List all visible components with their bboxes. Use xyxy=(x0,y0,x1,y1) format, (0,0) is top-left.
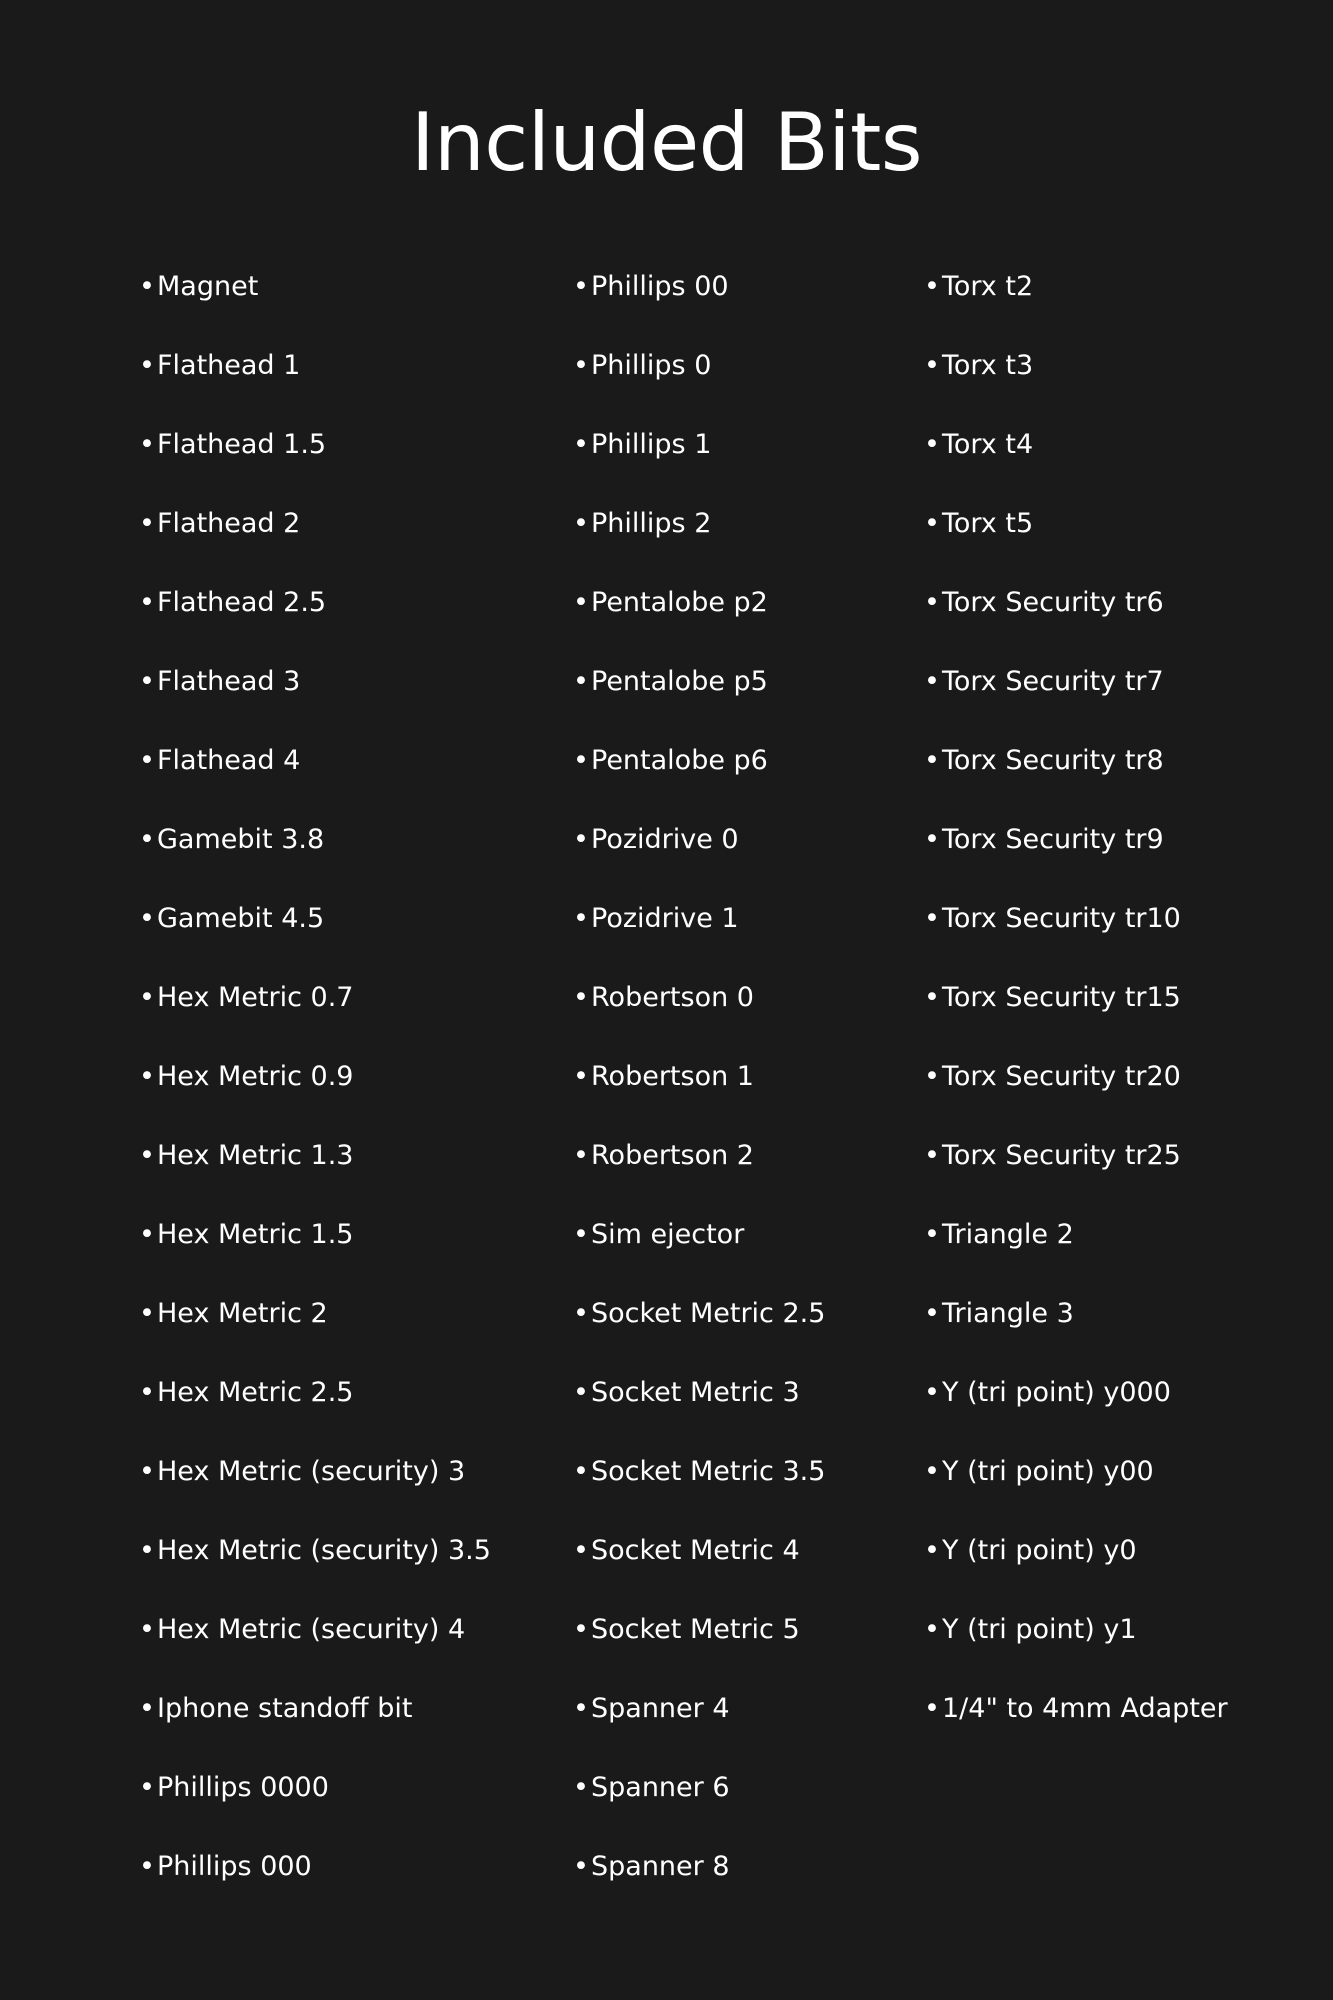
bit-list-item xyxy=(924,415,1324,494)
bit-list-item xyxy=(573,1521,913,1600)
bullet-icon: • xyxy=(139,1377,155,1408)
bit-list-item xyxy=(924,810,1324,889)
bullet-icon: • xyxy=(924,1535,940,1566)
bullet-icon: • xyxy=(139,1535,155,1566)
bit-list-item xyxy=(573,415,913,494)
bullet-icon: • xyxy=(924,903,940,934)
bullet-icon: • xyxy=(139,1219,155,1250)
bit-list-item xyxy=(139,1205,559,1284)
bit-name: Gamebit 3.8 xyxy=(157,824,325,855)
bullet-icon: • xyxy=(924,1614,940,1645)
bit-name: Flathead 4 xyxy=(157,745,301,776)
bit-name: Spanner 4 xyxy=(591,1693,730,1724)
bit-list-item xyxy=(139,336,559,415)
bit-name: Flathead 2.5 xyxy=(157,587,327,618)
bullet-icon: • xyxy=(573,903,589,934)
bit-name: Hex Metric (security) 3.5 xyxy=(157,1535,491,1566)
bullet-icon: • xyxy=(573,271,589,302)
bits-column-1 xyxy=(139,257,559,1916)
bullet-icon: • xyxy=(573,1140,589,1171)
bullet-icon: • xyxy=(573,1219,589,1250)
bit-name: Phillips 2 xyxy=(591,508,712,539)
bullet-icon: • xyxy=(924,824,940,855)
bit-name: Torx t5 xyxy=(942,508,1034,539)
bullet-icon: • xyxy=(573,1456,589,1487)
bit-list-item xyxy=(139,889,559,968)
bit-name: Socket Metric 5 xyxy=(591,1614,800,1645)
bullet-icon: • xyxy=(139,1456,155,1487)
bit-name: Torx Security tr15 xyxy=(942,982,1181,1013)
bit-list-item xyxy=(924,968,1324,1047)
bit-list-item xyxy=(924,652,1324,731)
bit-list-item xyxy=(924,1284,1324,1363)
bit-list-item xyxy=(139,415,559,494)
bit-list-item xyxy=(573,1205,913,1284)
bit-name: Flathead 1.5 xyxy=(157,429,327,460)
bit-name: Phillips 000 xyxy=(157,1851,312,1882)
bullet-icon: • xyxy=(139,1772,155,1803)
bit-list-item xyxy=(924,257,1324,336)
bit-name: Spanner 8 xyxy=(591,1851,730,1882)
bit-list-item xyxy=(139,652,559,731)
bullet-icon: • xyxy=(139,982,155,1013)
bit-name: Magnet xyxy=(157,271,259,302)
bit-list-item xyxy=(139,1600,559,1679)
bullet-icon: • xyxy=(573,587,589,618)
bullet-icon: • xyxy=(573,666,589,697)
bit-name: Torx Security tr10 xyxy=(942,903,1181,934)
bullet-icon: • xyxy=(573,1298,589,1329)
bullet-icon: • xyxy=(924,508,940,539)
bit-list-item xyxy=(139,1758,559,1837)
bit-list-item xyxy=(924,889,1324,968)
bullet-icon: • xyxy=(924,271,940,302)
bit-name: Phillips 0 xyxy=(591,350,712,381)
bit-name: Hex Metric (security) 4 xyxy=(157,1614,466,1645)
bit-list-item xyxy=(139,1363,559,1442)
bits-column-3 xyxy=(924,257,1324,1758)
bullet-icon: • xyxy=(573,824,589,855)
bit-name: Socket Metric 2.5 xyxy=(591,1298,826,1329)
bit-name: Socket Metric 3.5 xyxy=(591,1456,826,1487)
bullet-icon: • xyxy=(573,1614,589,1645)
bit-list-item xyxy=(573,810,913,889)
bit-list-item xyxy=(924,336,1324,415)
bit-name: Iphone standoff bit xyxy=(157,1693,413,1724)
bullet-icon: • xyxy=(924,1219,940,1250)
bullet-icon: • xyxy=(924,429,940,460)
bullet-icon: • xyxy=(139,587,155,618)
bit-name: Spanner 6 xyxy=(591,1772,730,1803)
bit-list-item xyxy=(573,1600,913,1679)
bullet-icon: • xyxy=(924,982,940,1013)
bit-list-item xyxy=(139,968,559,1047)
bit-list-item xyxy=(573,1442,913,1521)
bit-name: Hex Metric 2 xyxy=(157,1298,328,1329)
bit-name: Torx Security tr20 xyxy=(942,1061,1181,1092)
bit-name: Pozidrive 0 xyxy=(591,824,739,855)
bit-name: Torx Security tr9 xyxy=(942,824,1164,855)
bullet-icon: • xyxy=(139,1851,155,1882)
bit-list-item xyxy=(924,573,1324,652)
bit-name: Hex Metric (security) 3 xyxy=(157,1456,466,1487)
bullet-icon: • xyxy=(924,666,940,697)
bit-name: Hex Metric 1.5 xyxy=(157,1219,354,1250)
bullet-icon: • xyxy=(139,666,155,697)
bit-list-item xyxy=(924,1205,1324,1284)
bullet-icon: • xyxy=(573,429,589,460)
bit-name: Pentalobe p2 xyxy=(591,587,768,618)
bit-name: Y (tri point) y00 xyxy=(942,1456,1154,1487)
bit-name: Torx t2 xyxy=(942,271,1034,302)
bit-list-item xyxy=(924,1126,1324,1205)
bit-name: Hex Metric 2.5 xyxy=(157,1377,354,1408)
bit-list-item xyxy=(924,1679,1324,1758)
bit-list-item xyxy=(139,731,559,810)
bullet-icon: • xyxy=(139,1298,155,1329)
bit-name: Torx Security tr6 xyxy=(942,587,1164,618)
bit-name: Phillips 1 xyxy=(591,429,712,460)
bullet-icon: • xyxy=(924,1693,940,1724)
bit-name: Robertson 0 xyxy=(591,982,754,1013)
bit-list-item xyxy=(573,1126,913,1205)
bit-name: Torx Security tr25 xyxy=(942,1140,1181,1171)
bit-list-item xyxy=(573,1047,913,1126)
bullet-icon: • xyxy=(139,1061,155,1092)
bullet-icon: • xyxy=(573,1772,589,1803)
bullet-icon: • xyxy=(573,1851,589,1882)
bit-list-item xyxy=(924,1600,1324,1679)
bit-list-item xyxy=(573,573,913,652)
bit-name: Pentalobe p5 xyxy=(591,666,768,697)
bullet-icon: • xyxy=(139,1140,155,1171)
bullet-icon: • xyxy=(139,903,155,934)
bit-name: Socket Metric 4 xyxy=(591,1535,800,1566)
bit-name: Robertson 1 xyxy=(591,1061,754,1092)
bit-list-item xyxy=(573,1837,913,1916)
bit-name: Flathead 1 xyxy=(157,350,301,381)
bit-name: Hex Metric 0.9 xyxy=(157,1061,354,1092)
bit-name: Sim ejector xyxy=(591,1219,745,1250)
bullet-icon: • xyxy=(139,271,155,302)
bit-list-item xyxy=(573,889,913,968)
bit-list-item xyxy=(573,968,913,1047)
bit-name: Pozidrive 1 xyxy=(591,903,739,934)
bit-name: Socket Metric 3 xyxy=(591,1377,800,1408)
bit-list-item xyxy=(573,731,913,810)
bullet-icon: • xyxy=(139,508,155,539)
bullet-icon: • xyxy=(924,1377,940,1408)
bit-name: Hex Metric 1.3 xyxy=(157,1140,354,1171)
bit-list-item xyxy=(139,1284,559,1363)
bit-name: Phillips 00 xyxy=(591,271,729,302)
bullet-icon: • xyxy=(924,1140,940,1171)
bit-name: Pentalobe p6 xyxy=(591,745,768,776)
bullet-icon: • xyxy=(573,1061,589,1092)
bit-name: Flathead 3 xyxy=(157,666,301,697)
bit-list-item xyxy=(573,257,913,336)
bit-list-item xyxy=(924,1047,1324,1126)
bit-list-item xyxy=(924,494,1324,573)
bit-list-item xyxy=(139,1837,559,1916)
bullet-icon: • xyxy=(139,429,155,460)
bit-name: Torx t3 xyxy=(942,350,1034,381)
bit-name: Torx t4 xyxy=(942,429,1034,460)
bullet-icon: • xyxy=(924,350,940,381)
bullet-icon: • xyxy=(139,745,155,776)
bit-name: Y (tri point) y1 xyxy=(942,1614,1137,1645)
bit-list-item xyxy=(139,494,559,573)
bit-list-item xyxy=(573,494,913,573)
bullet-icon: • xyxy=(573,1535,589,1566)
bullet-icon: • xyxy=(139,1693,155,1724)
bit-name: Torx Security tr8 xyxy=(942,745,1164,776)
bullet-icon: • xyxy=(924,1298,940,1329)
bit-list-item xyxy=(573,1679,913,1758)
bit-name: Robertson 2 xyxy=(591,1140,754,1171)
bit-list-item xyxy=(139,1442,559,1521)
bullet-icon: • xyxy=(924,1061,940,1092)
bullet-icon: • xyxy=(139,824,155,855)
bullet-icon: • xyxy=(924,745,940,776)
page-title: Included Bits xyxy=(410,96,923,189)
bullet-icon: • xyxy=(573,350,589,381)
bit-list-item xyxy=(573,336,913,415)
bit-list-item xyxy=(924,1363,1324,1442)
bit-name: Flathead 2 xyxy=(157,508,301,539)
bit-list-item xyxy=(924,1442,1324,1521)
bit-list-item xyxy=(573,1758,913,1837)
bit-name: Triangle 2 xyxy=(942,1219,1074,1250)
bits-column-2 xyxy=(573,257,913,1916)
bit-list-item xyxy=(139,810,559,889)
bit-list-item xyxy=(573,652,913,731)
bullet-icon: • xyxy=(573,982,589,1013)
bit-list-item xyxy=(139,1521,559,1600)
bullet-icon: • xyxy=(924,1456,940,1487)
bit-name: Y (tri point) y000 xyxy=(942,1377,1171,1408)
bit-list-item xyxy=(139,1047,559,1126)
bit-name: Triangle 3 xyxy=(942,1298,1074,1329)
bullet-icon: • xyxy=(573,508,589,539)
bit-list-item xyxy=(139,1679,559,1758)
bit-list-item xyxy=(573,1284,913,1363)
bit-list-item xyxy=(924,1521,1324,1600)
bit-list-item xyxy=(924,731,1324,810)
bit-name: Phillips 0000 xyxy=(157,1772,329,1803)
bullet-icon: • xyxy=(573,745,589,776)
bit-name: Y (tri point) y0 xyxy=(942,1535,1137,1566)
bit-list-item xyxy=(139,573,559,652)
bullet-icon: • xyxy=(139,1614,155,1645)
bit-list-item xyxy=(573,1363,913,1442)
bullet-icon: • xyxy=(139,350,155,381)
bit-name: Hex Metric 0.7 xyxy=(157,982,354,1013)
bit-list-item xyxy=(139,257,559,336)
bullet-icon: • xyxy=(573,1377,589,1408)
bit-list-item xyxy=(139,1126,559,1205)
bullet-icon: • xyxy=(573,1693,589,1724)
bit-name: Gamebit 4.5 xyxy=(157,903,325,934)
bit-name: 1/4" to 4mm Adapter xyxy=(942,1693,1228,1724)
bullet-icon: • xyxy=(924,587,940,618)
bit-name: Torx Security tr7 xyxy=(942,666,1164,697)
